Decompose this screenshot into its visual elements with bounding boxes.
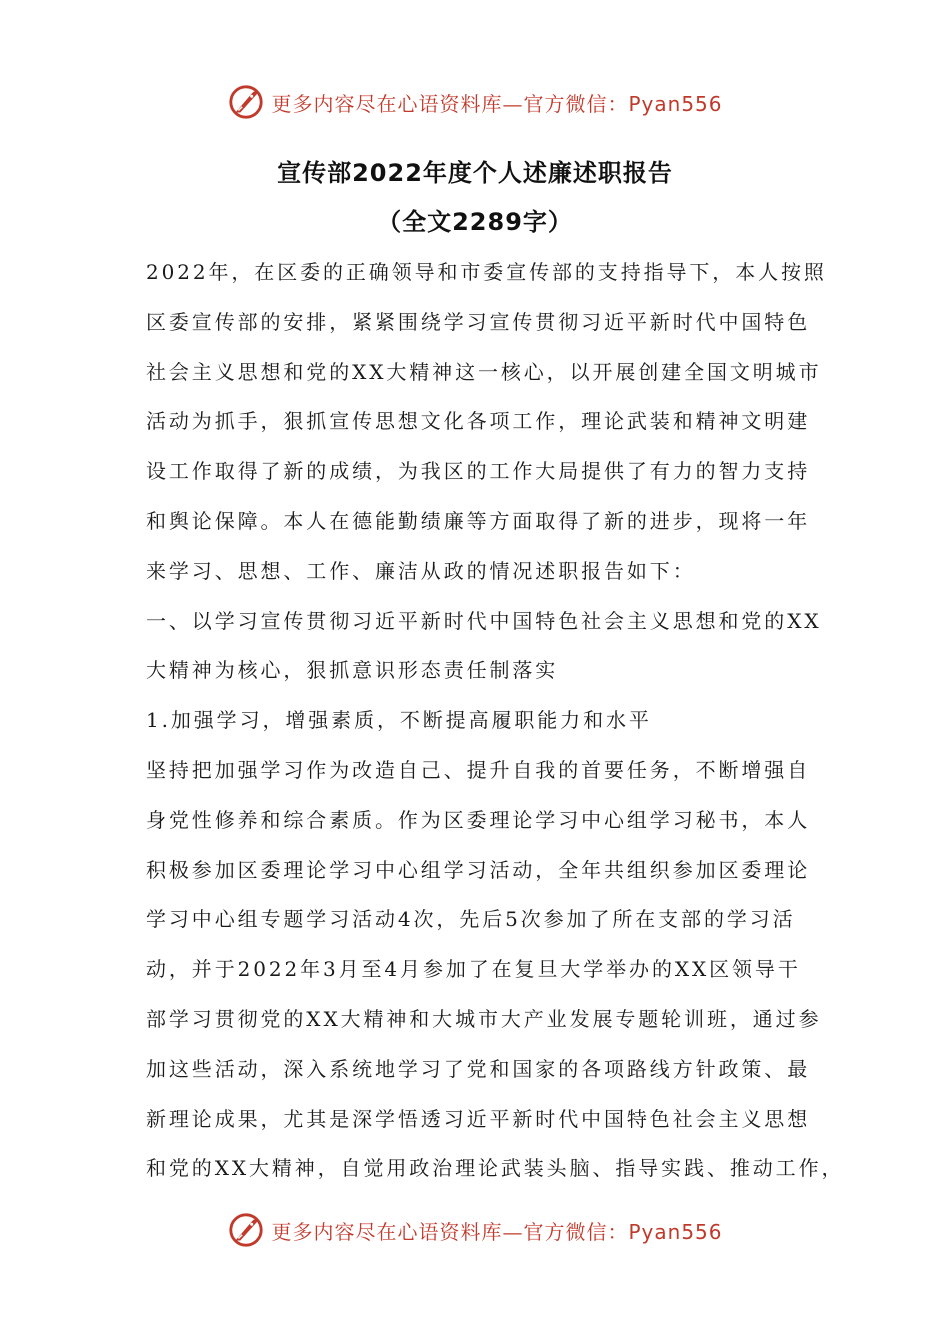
subsection-heading: 1.加强学习，增强素质，不断提高履职能力和水平 — [146, 708, 652, 733]
watermark-wechat-id: Pyan556 — [628, 91, 723, 116]
footer-watermark — [0, 1208, 950, 1252]
text-line: 学习中心组专题学习活动4次，先后5次参加了所在支部的学习活 — [146, 907, 796, 932]
quill-pen-logo-icon — [227, 1211, 265, 1249]
text-line: 2022年，在区委的正确领导和市委宣传部的支持指导下，本人按照 — [146, 260, 827, 284]
document-body — [146, 248, 845, 1194]
text-line: 设工作取得了新的成绩，为我区的工作大局提供了有力的智力支持 — [146, 459, 811, 484]
section-heading-line: 大精神为核心，狠抓意识形态责任制落实 — [146, 658, 559, 683]
text-line: 加这些活动，深入系统地学习了党和国家的各项路线方针政策、最 — [146, 1056, 811, 1081]
document-subtitle: （全文2289字） — [377, 208, 573, 236]
text-line: 新理论成果，尤其是深学悟透习近平新时代中国特色社会主义思想 — [146, 1106, 811, 1131]
text-line: 社会主义思想和党的XX大精神这一核心，以开展创建全国文明城市 — [146, 359, 822, 384]
header-watermark — [0, 80, 950, 124]
section-heading-line: 一、以学习宣传贯彻习近平新时代中国特色社会主义思想和党的XX — [146, 608, 822, 633]
text-line: 身党性修养和综合素质。作为区委理论学习中心组学习秘书，本人 — [146, 807, 811, 832]
text-line: 区委宣传部的安排，紧紧围绕学习宣传贯彻习近平新时代中国特色 — [146, 309, 811, 334]
text-line: 部学习贯彻党的XX大精神和大城市大产业发展专题轮训班，通过参 — [146, 1006, 822, 1031]
text-line: 来学习、思想、工作、廉洁从政的情况述职报告如下： — [146, 558, 696, 583]
watermark-wechat-id: Pyan556 — [628, 1219, 723, 1244]
text-line: 活动为抓手，狠抓宣传思想文化各项工作，理论武装和精神文明建 — [146, 409, 811, 434]
watermark-text: 更多内容尽在心语资料库—官方微信：Pyan556 — [271, 1219, 723, 1244]
text-line: 坚持把加强学习作为改造自己、提升自我的首要任务，不断增强自 — [146, 757, 811, 782]
document-title: 宣传部2022年度个人述廉述职报告 — [277, 159, 673, 187]
text-line: 积极参加区委理论学习中心组学习活动，全年共组织参加区委理论 — [146, 857, 811, 882]
watermark-text: 更多内容尽在心语资料库—官方微信：Pyan556 — [271, 91, 723, 116]
text-line: 和舆论保障。本人在德能勤绩廉等方面取得了新的进步，现将一年 — [146, 508, 811, 533]
text-line: 和党的XX大精神，自觉用政治理论武装头脑、指导实践、推动工作， — [146, 1156, 845, 1181]
quill-pen-logo-icon — [227, 83, 265, 121]
text-line: 动，并于2022年3月至4月参加了在复旦大学举办的XX区领导干 — [146, 957, 801, 982]
